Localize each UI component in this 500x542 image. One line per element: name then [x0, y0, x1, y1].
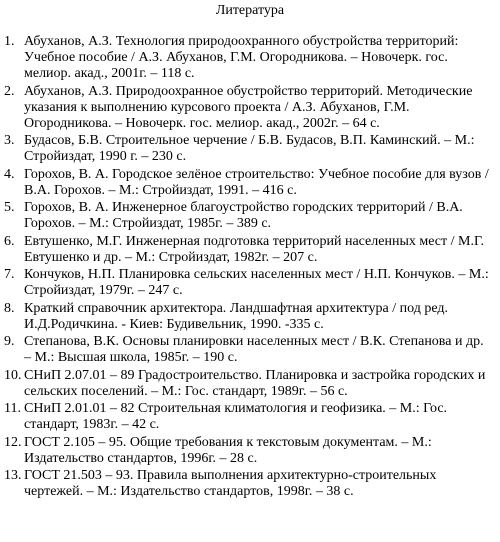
reference-number: 6.: [4, 233, 15, 249]
reference-item: [4, 234, 494, 266]
reference-number: 12.: [4, 434, 22, 450]
reference-text: Абуханов, А.З. Технология природоохранного обустройства территорий: Учебное пособие / А.З. Абуханов, Г.М. Огородникова. – Новочерк. гос. мелиор. акад., 2001г. – 118 с.: [24, 34, 459, 82]
reference-number: 5.: [4, 200, 15, 216]
reference-text: Краткий справочник архитектора. Ландшафтная архитектура / под ред. И.Д.Родичкина. - Киев: Будивельник, 1990. -335 с.: [24, 300, 449, 332]
reference-text: Евтушенко, М.Г. Инженерная подготовка территорий населенных мест / М.Г. Евтушенко и др. – М.: Стройиздат, 1982г. – 207 с.: [24, 233, 484, 265]
reference-text: Степанова, В.К. Основы планировки населенных мест / В.К. Степанова и др. – М.: Высшая школа, 1985г. – 190 с.: [24, 334, 484, 366]
reference-number: 4.: [4, 166, 15, 182]
reference-number: 2.: [4, 83, 15, 99]
reference-item: [4, 368, 494, 400]
reference-number: 3.: [4, 133, 15, 149]
reference-item: [4, 133, 494, 165]
reference-text: Горохов, В. А. Инженерное благоустройство городских территорий / В.А. Горохов. – М.: Стройиздат, 1985г. – 389 с.: [24, 200, 463, 232]
reference-text: Горохов, В. А. Городское зелёное строительство: Учебное пособие для вузов / В.А. Горохов. – М.: Стройиздат, 1991. – 416 с.: [24, 166, 489, 198]
reference-item: [4, 468, 494, 500]
reference-text: ГОСТ 21.503 – 93. Правила выполнения архитектурно-строительных чертежей. – М.: Издательство стандартов, 1998г. – 38 с.: [24, 468, 437, 500]
reference-number: 7.: [4, 267, 15, 283]
reference-item: [4, 435, 494, 467]
reference-item: [4, 84, 494, 132]
reference-text: СНиП 2.07.01 – 89 Градостроительство. Планировка и застройка городских и сельских поселений. – М.: Гос. стандарт, 1989г. – 56 с.: [24, 367, 486, 399]
reference-number: 8.: [4, 300, 15, 316]
reference-text: Абуханов, А.З. Природоохранное обустройство территорий. Методические указания к выполнению курсового проекта / А.З. Абуханов, Г.М. Огородникова. – Новочерк. гос. мелиор. акад., 2002г. – 64 с.: [24, 83, 473, 131]
reference-number: 10.: [4, 367, 22, 383]
reference-text: ГОСТ 2.105 – 95. Общие требования к текстовым документам. – М.: Издательство стандартов, 1996г. – 28 с.: [24, 434, 432, 466]
reference-number: 11.: [4, 401, 21, 417]
reference-item: [4, 167, 494, 199]
reference-text: Кончуков, Н.П. Планировка сельских населенных мест / Н.П. Кончуков. – М.: Стройиздат, 1979г. – 247 с.: [24, 267, 489, 299]
reference-item: [4, 34, 494, 82]
reference-item: [4, 267, 494, 299]
page-title: Литература: [215, 3, 285, 18]
reference-item: [4, 200, 494, 232]
reference-item: [4, 401, 494, 433]
reference-text: Будасов, Б.В. Строительное черчение / Б.В. Будасов, В.П. Каминский. – М.: Стройиздат, 1990 г. – 230 с.: [24, 133, 475, 165]
reference-number: 13.: [4, 468, 22, 483]
reference-item: [4, 301, 494, 333]
reference-list: [4, 34, 494, 501]
reference-number: 1.: [4, 34, 15, 49]
reference-text: СНиП 2.01.01 – 82 Строительная климатология и геофизика. – М.: Гос. стандарт, 1983г. – 42 с.: [24, 401, 448, 433]
reference-number: 9.: [4, 334, 15, 350]
reference-item: [4, 334, 494, 366]
